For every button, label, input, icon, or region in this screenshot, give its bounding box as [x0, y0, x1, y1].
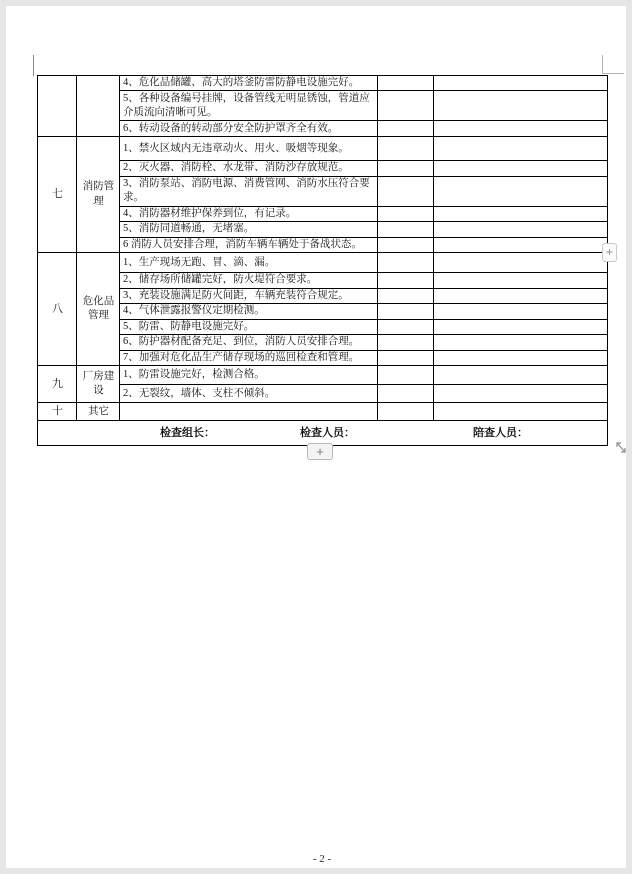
section-number-cell: 十: [38, 403, 77, 421]
accompany-label: 陪查人员：: [473, 426, 528, 439]
page-number: - 2 -: [312, 853, 332, 865]
table-row: [38, 366, 608, 385]
remark-cell[interactable]: [434, 161, 608, 176]
add-column-button[interactable]: [602, 243, 617, 262]
checklist-item-text[interactable]: [120, 403, 378, 421]
table-row: [38, 335, 608, 350]
margin-mark-top-right-vertical: [602, 55, 603, 74]
table-row: [38, 319, 608, 334]
check-result-cell[interactable]: [378, 76, 434, 91]
remark-cell[interactable]: [434, 350, 608, 365]
checklist-item-text: 1、生产现场无跑、冒、滴、漏。: [120, 253, 378, 273]
remark-cell[interactable]: [434, 206, 608, 221]
remark-cell[interactable]: [434, 237, 608, 252]
check-result-cell[interactable]: [378, 288, 434, 303]
checklist-item-text: 1、禁火区域内无违章动火、用火、吸烟等现象。: [120, 137, 378, 161]
inspection-leader-label: 检查组长：: [160, 426, 215, 439]
add-row-button[interactable]: [307, 443, 333, 460]
checklist-item-text: 2、储存场所储罐完好，防火堤符合要求。: [120, 273, 378, 288]
section-category-cell: 厂房建设: [77, 366, 120, 403]
check-result-cell[interactable]: [378, 161, 434, 176]
checklist-item-text: 4、消防器材维护保养到位，有记录。: [120, 206, 378, 221]
section-category-cell: [77, 76, 120, 137]
margin-mark-top-right-horizontal: [602, 73, 624, 74]
table-row: [38, 403, 608, 421]
checklist-item-text: 2、灭火器、消防栓、水龙带、消防沙存放规范。: [120, 161, 378, 176]
check-result-cell[interactable]: [378, 137, 434, 161]
checklist-item-text: 4、气体泄露报警仪定期检测。: [120, 304, 378, 319]
checklist-item-text: 5、各种设备编号挂牌，设备管线无明显锈蚀，管道应介质流向清晰可见。: [120, 91, 378, 121]
remark-cell[interactable]: [434, 137, 608, 161]
check-result-cell[interactable]: [378, 237, 434, 252]
table-row: [38, 176, 608, 206]
table-row: [38, 350, 608, 365]
checklist-item-text: 2、无裂纹，墙体、支柱不倾斜。: [120, 385, 378, 403]
remark-cell[interactable]: [434, 403, 608, 421]
inspector-label: 检查人员：: [300, 426, 355, 439]
remark-cell[interactable]: [434, 335, 608, 350]
remark-cell[interactable]: [434, 176, 608, 206]
checklist-item-text: 4、危化品储罐、高大的塔釜防雷防静电设施完好。: [120, 76, 378, 91]
check-result-cell[interactable]: [378, 385, 434, 403]
remark-cell[interactable]: [434, 91, 608, 121]
section-number-cell: 七: [38, 137, 77, 253]
checklist-item-text: 6、转动设备的转动部分安全防护罩齐全有效。: [120, 121, 378, 137]
remark-cell[interactable]: [434, 319, 608, 334]
margin-mark-top-left: [33, 55, 34, 76]
table-row: [38, 273, 608, 288]
remark-cell[interactable]: [434, 121, 608, 137]
check-result-cell[interactable]: [378, 176, 434, 206]
checklist-item-text: 3、消防泵站、消防电源、消费管网、消防水压符合要求。: [120, 176, 378, 206]
check-result-cell[interactable]: [378, 366, 434, 385]
remark-cell[interactable]: [434, 385, 608, 403]
table-row: [38, 222, 608, 237]
check-result-cell[interactable]: [378, 253, 434, 273]
table-resize-button[interactable]: [613, 438, 629, 456]
table-row: [38, 76, 608, 91]
section-number-cell: 八: [38, 253, 77, 366]
remark-cell[interactable]: [434, 273, 608, 288]
table-row: [38, 206, 608, 221]
checklist-item-text: 5、消防同道畅通，无堵塞。: [120, 222, 378, 237]
table-row: [38, 91, 608, 121]
table-row: [38, 237, 608, 252]
checklist-item-text: 7、加强对危化品生产储存现场的巡回检查和管理。: [120, 350, 378, 365]
check-result-cell[interactable]: [378, 222, 434, 237]
section-category-cell: 消防管理: [77, 137, 120, 253]
table-row: [38, 304, 608, 319]
check-result-cell[interactable]: [378, 304, 434, 319]
remark-cell[interactable]: [434, 253, 608, 273]
checklist-item-text: 5、防雷、防静电设施完好。: [120, 319, 378, 334]
remark-cell[interactable]: [434, 366, 608, 385]
table-row: [38, 161, 608, 176]
checklist-item-text: 6、防护器材配备充足、到位，消防人员安排合理。: [120, 335, 378, 350]
section-number-cell: [38, 76, 77, 137]
check-result-cell[interactable]: [378, 91, 434, 121]
table-row: [38, 385, 608, 403]
resize-diagonal-icon: [613, 438, 629, 456]
check-result-cell[interactable]: [378, 121, 434, 137]
checklist-item-text: 3、充装设施满足防火间距，车辆充装符合规定。: [120, 288, 378, 303]
table-row: [38, 121, 608, 137]
table-row: [38, 137, 608, 161]
plus-icon: +: [316, 444, 324, 459]
remark-cell[interactable]: [434, 76, 608, 91]
checklist-item-text: 6 消防人员安排合理，消防车辆车辆处于备战状态。: [120, 237, 378, 252]
check-result-cell[interactable]: [378, 335, 434, 350]
section-category-cell: 危化品管理: [77, 253, 120, 366]
remark-cell[interactable]: [434, 222, 608, 237]
check-result-cell[interactable]: [378, 350, 434, 365]
check-result-cell[interactable]: [378, 403, 434, 421]
checklist-item-text: 1、防雷设施完好，检测合格。: [120, 366, 378, 385]
table-row: [38, 288, 608, 303]
remark-cell[interactable]: [434, 304, 608, 319]
check-result-cell[interactable]: [378, 273, 434, 288]
check-result-cell[interactable]: [378, 206, 434, 221]
check-result-cell[interactable]: [378, 319, 434, 334]
inspection-checklist-table: [37, 75, 608, 446]
section-number-cell: 九: [38, 366, 77, 403]
remark-cell[interactable]: [434, 288, 608, 303]
document-page: [6, 6, 626, 868]
section-category-cell: 其它: [77, 403, 120, 421]
table-row: [38, 253, 608, 273]
plus-icon: +: [605, 245, 613, 259]
